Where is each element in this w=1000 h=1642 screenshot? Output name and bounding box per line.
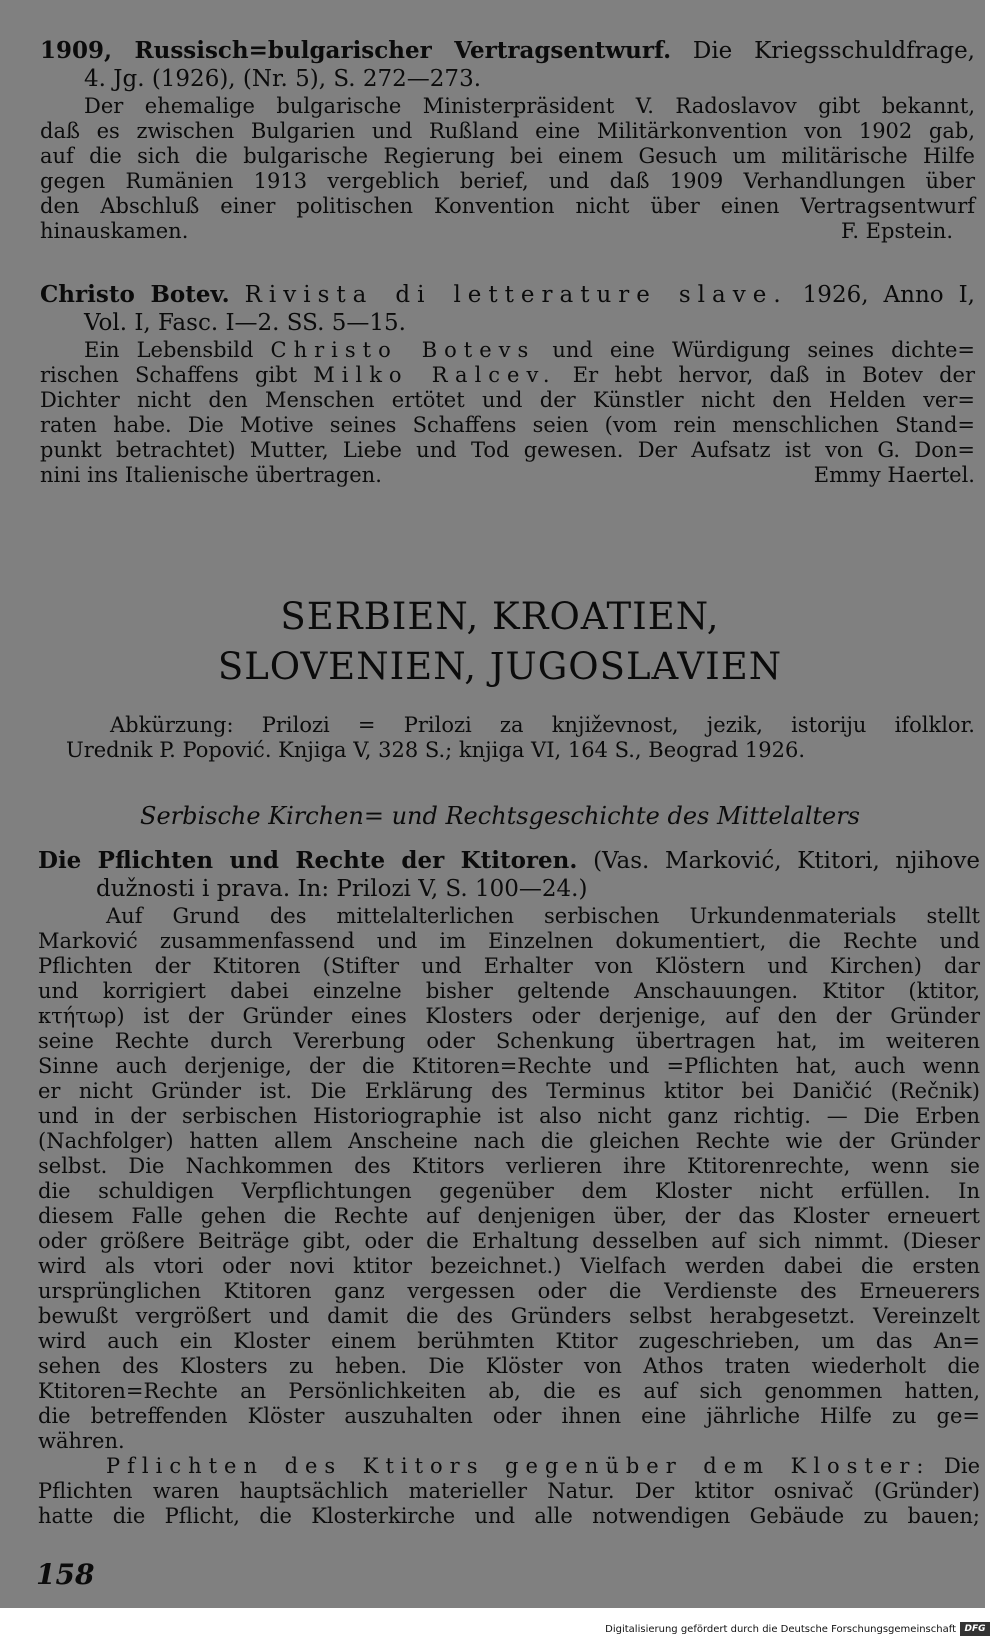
body-line: auf die sich die bulgarische Regierung bei einem Gesuch um militärische Hilfe (40, 144, 975, 168)
body-line: raten habe. Die Motive seines Schaffens seien (vom rein menschlichen Stand= (40, 413, 975, 437)
body-text: Ein Lebensbild (84, 338, 254, 362)
entry-citation: 4. Jg. (1926), (Nr. 5), S. 272—273. (84, 66, 482, 92)
abbreviation-line: Urednik P. Popović. Knjiga V, 328 S.; knjiga VI, 164 S., Beograd 1926. (66, 738, 806, 762)
body-line: den Abschluß einer politischen Konvention nicht über einen Vertragsentwurf (40, 194, 975, 218)
page-number: 158 (36, 1558, 95, 1591)
body-line: wird als vtori oder novi ktitor bezeichnet.) Vielfach werden dabei die ersten (38, 1254, 980, 1278)
section-title-line-2: SLOVENIEN, JUGOSLAVIEN (217, 645, 783, 688)
abbreviation-note (40, 713, 975, 763)
reviewer-signature: Emmy Haertel. (813, 463, 975, 487)
body-name-spaced: Milko Ralcev. (313, 363, 557, 387)
body-line: Dichter nicht den Menschen ertötet und der Künstler nicht den Helden ver= (40, 388, 975, 412)
body-line-last (40, 463, 975, 488)
body-line-text: hinauskamen. (40, 219, 189, 243)
body-line: Pflichten der Ktitoren (Stifter und Erhalter von Klöstern und Kirchen) dar (38, 954, 980, 978)
body-line: und in der serbischen Historiographie ist also nicht ganz richtig. — Die Erben (38, 1104, 980, 1128)
body-line: hatte die Pflicht, die Klosterkirche und alle notwendigen Gebäude zu bauen; (38, 1504, 980, 1528)
body-line: die schuldigen Verpflichtungen gegenüber dem Kloster nicht erfüllen. In (38, 1179, 980, 1203)
digitization-footer: Digitalisierung gefördert durch die Deutsche Forschungsgemeinschaft (605, 1624, 956, 1635)
entry-title: 1909, Russisch=bulgarischer Vertragsentwurf. (40, 37, 672, 64)
body-name-spaced: Christo Botevs (270, 338, 536, 362)
body-line: seine Rechte durch Vererbung oder Schenkung übertragen hat, im weiteren (38, 1029, 980, 1053)
entry-body (40, 338, 975, 488)
section-subtitle: Serbische Kirchen= und Rechtsgeschichte des Mittelalters (140, 802, 860, 830)
body-line: oder größere Beiträge gibt, oder die Erhaltung desselben auf sich nimmt. (Dieser (38, 1229, 980, 1253)
body-line: Der ehemalige bulgarische Ministerpräsident V. Radoslavov gibt bekannt, (84, 94, 975, 118)
body-line: die betreffenden Klöster auszuhalten oder ihnen eine jährliche Hilfe zu ge= (38, 1404, 980, 1428)
bibliography-entry-2 (40, 280, 975, 488)
body-line: wird auch ein Kloster einem berühmten Ktitor zugeschrieben, um das An= (38, 1329, 980, 1353)
body-line: κτήτωρ) ist der Gründer eines Klosters oder derjenige, auf den der Gründer (38, 1004, 980, 1028)
body-line (40, 338, 975, 363)
body-line-last: währen. (38, 1429, 125, 1453)
bibliography-entry-3 (38, 846, 980, 1529)
body-line: punkt betrachtet) Mutter, Liebe und Tod gewesen. Der Aufsatz ist von G. Don= (40, 438, 975, 462)
section-title-line-1: SERBIEN, KROATIEN, (280, 595, 720, 638)
entry-citation: dužnosti i prava. In: Prilozi V, S. 100—24.) (96, 876, 588, 902)
entry-source: Die Kriegsschuldfrage, (692, 38, 975, 64)
body-line-last (40, 219, 975, 244)
body-line: bewußt vergrößert und damit die des Gründers selbst herabgesetzt. Vereinzelt (38, 1304, 980, 1328)
body-line: Ktitoren=Rechte an Persönlichkeiten ab, die es auf sich genommen hatten, (38, 1379, 980, 1403)
dfg-logo-icon: DFG (960, 1622, 990, 1636)
body-text: und eine Würdigung seines dichte= (552, 338, 975, 362)
body-line (40, 363, 975, 388)
body-line: diesem Falle gehen die Rechte auf denjenigen über, der das Kloster erneuert (38, 1204, 980, 1228)
body-line-text: nini ins Italienische übertragen. (40, 463, 382, 487)
body-line: sehen des Klosters zu heben. Die Klöster von Athos traten wiederholt die (38, 1354, 980, 1378)
body-line: selbst. Die Nachkommen des Ktitors verlieren ihre Ktitorenrechte, wenn sie (38, 1154, 980, 1178)
body-line: Auf Grund des mittelalterlichen serbischen Urkundenmaterials stellt (106, 904, 980, 928)
bibliography-entry-1 (40, 36, 975, 244)
entry-heading (38, 846, 980, 875)
body-line: er nicht Gründer ist. Die Erklärung des Terminus ktitor bei Daničić (Rečnik) (38, 1079, 980, 1103)
body-line: (Nachfolger) hatten allem Anscheine nach die gleichen Rechte wie der Gründer (38, 1129, 980, 1153)
entry-journal: Rivista di letterature slave. (244, 282, 788, 308)
body-line: Sinne auch derjenige, der die Ktitoren=Rechte und =Pflichten hat, auch wenn (38, 1054, 980, 1078)
subheading-spaced: Pflichten des Ktitors gegenüber dem Kloster: (106, 1454, 931, 1478)
body-line: ursprünglichen Ktitoren ganz vergessen oder die Verdienste des Erneuerers (38, 1279, 980, 1303)
body-line (38, 1454, 980, 1479)
body-line: Marković zusammenfassend und im Einzelnen dokumentiert, die Rechte und (38, 929, 980, 953)
entry-body (38, 904, 980, 1529)
entry-citation: Vol. I, Fasc. I—2. SS. 5—15. (84, 310, 406, 336)
body-line: und korrigiert dabei einzelne bisher geltende Anschauungen. Ktitor (ktitor, (38, 979, 980, 1003)
body-line: Pflichten waren hauptsächlich materieller Natur. Der ktitor osnivač (Gründer) (38, 1479, 980, 1503)
body-line: gegen Rumänien 1913 vergeblich berief, und daß 1909 Verhandlungen über (40, 169, 975, 193)
body-text: Er hebt hervor, daß in Botev der (572, 363, 975, 387)
abbreviation-line: Abkürzung: Prilozi = Prilozi za književnost, jezik, istoriju ifolklor. (110, 713, 975, 737)
entry-source: 1926, Anno I, (802, 282, 975, 308)
entry-body (40, 94, 975, 244)
body-text: Die (944, 1454, 980, 1478)
body-text: rischen Schaffens gibt (40, 363, 298, 387)
entry-heading (40, 280, 975, 309)
entry-title: Die Pflichten und Rechte der Ktitoren. (38, 847, 578, 874)
reviewer-signature: F. Epstein. (841, 219, 953, 243)
entry-source: (Vas. Marković, Ktitori, njihove (593, 848, 980, 874)
entry-title: Christo Botev. (40, 281, 230, 308)
entry-heading (40, 36, 975, 65)
body-line: daß es zwischen Bulgarien und Rußland eine Militärkonvention von 1902 gab, (40, 119, 975, 143)
